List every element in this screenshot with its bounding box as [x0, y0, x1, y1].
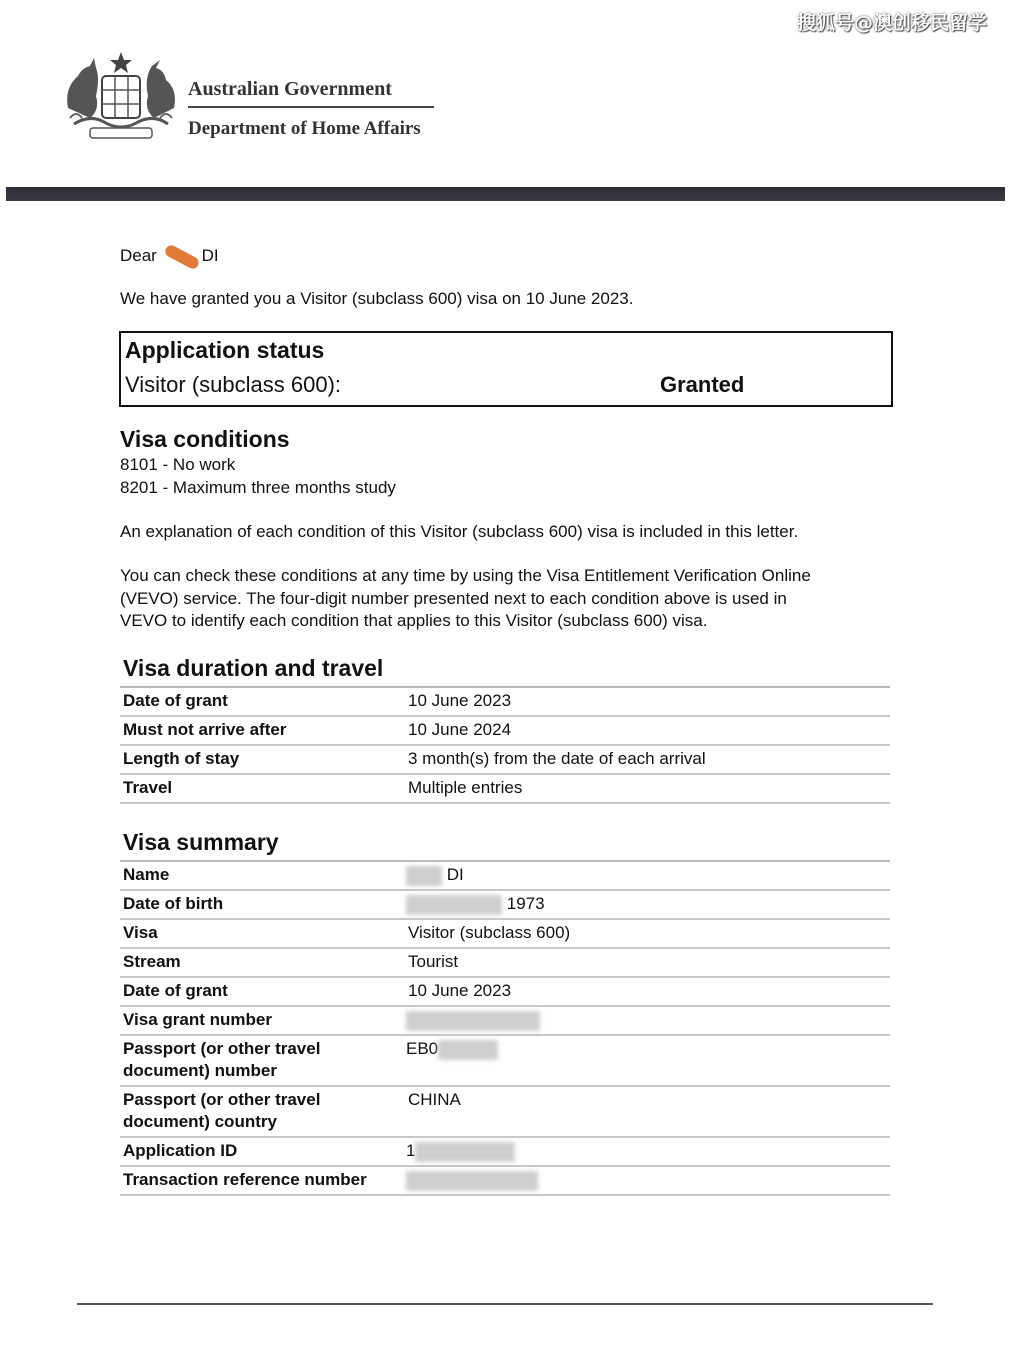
row-value: [406, 1169, 538, 1191]
table-row: [120, 920, 890, 949]
table-row: [120, 1167, 890, 1196]
salutation-name: DI: [201, 246, 219, 265]
table-row: [120, 775, 890, 804]
table-row: [120, 949, 890, 978]
duration-title: Visa duration and travel: [123, 655, 384, 681]
row-label: Transaction reference number: [123, 1170, 367, 1189]
header-band: [6, 187, 1005, 201]
table-row: [120, 1036, 890, 1087]
row-label: Must not arrive after: [123, 720, 287, 739]
row-value: Multiple entries: [408, 778, 523, 797]
table-row: [120, 717, 890, 746]
application-status-visa: Visitor (subclass 600):: [125, 372, 342, 397]
table-row: [120, 688, 890, 717]
redaction-blur: [415, 1142, 515, 1162]
row-value: 10 June 2023: [408, 691, 512, 710]
table-row: [120, 862, 890, 891]
row-label: [123, 1038, 320, 1082]
letterhead: [60, 48, 450, 148]
department-name: Department of Home Affairs: [188, 118, 421, 139]
redaction-blur: [406, 895, 502, 915]
row-value: [406, 893, 545, 915]
duration-table: [120, 686, 890, 804]
row-value: 10 June 2024: [408, 720, 512, 739]
row-label-line: Passport (or other travel: [123, 1039, 321, 1058]
application-status-title: Application status: [125, 337, 325, 363]
row-label-line: document) number: [123, 1061, 277, 1080]
row-label: Name: [123, 865, 170, 884]
row-value: [406, 1038, 498, 1060]
row-value: [406, 1140, 515, 1162]
row-label: Length of stay: [123, 749, 240, 768]
table-row: [120, 1087, 890, 1138]
row-label: [123, 1089, 320, 1133]
row-label: Date of grant: [123, 691, 228, 710]
table-row: [120, 1138, 890, 1167]
watermark: 搜狐号@澳创移民留学: [796, 12, 987, 34]
vevo-line: You can check these conditions at any time by using the Visa Entitlement Verification Online: [120, 566, 811, 585]
row-value: Visitor (subclass 600): [408, 923, 571, 942]
row-label: Date of birth: [123, 894, 224, 913]
condition-item: 8101 - No work: [120, 455, 236, 474]
redaction-blur: [438, 1040, 498, 1060]
summary-table: [120, 860, 890, 1196]
intro-text: We have granted you a Visitor (subclass 600) visa on 10 June 2023.: [120, 289, 634, 308]
vevo-line: (VEVO) service. The four-digit number presented next to each condition above is used in: [120, 588, 787, 608]
letterhead-rule: [188, 106, 434, 108]
redaction-blur: [406, 866, 442, 886]
row-value: 3 month(s) from the date of each arrival: [408, 749, 706, 768]
application-status-value: Granted: [660, 372, 745, 397]
government-name: Australian Government: [188, 78, 392, 100]
row-label-line: document) country: [123, 1112, 277, 1131]
redaction-mark: [163, 243, 200, 270]
visa-conditions-title: Visa conditions: [120, 426, 290, 452]
passport-visible: EB0: [406, 1039, 439, 1058]
vevo-paragraph: [120, 565, 895, 633]
row-label: Visa: [123, 923, 158, 942]
table-row: [120, 978, 890, 1007]
row-value: Tourist: [408, 952, 459, 971]
redaction-blur: [406, 1011, 540, 1031]
row-label-line: Passport (or other travel: [123, 1090, 321, 1109]
table-row: [120, 746, 890, 775]
dob-visible: 1973: [506, 894, 545, 913]
row-value: CHINA: [408, 1090, 461, 1109]
row-label: Date of grant: [123, 981, 228, 1000]
summary-title: Visa summary: [123, 829, 279, 855]
row-label: Travel: [123, 778, 173, 797]
redaction-blur: [406, 1171, 538, 1191]
vevo-line: VEVO to identify each condition that applies to this Visitor (subclass 600) visa.: [120, 611, 708, 630]
row-value: 10 June 2023: [408, 981, 512, 1000]
table-row: [120, 1007, 890, 1036]
row-value: [406, 1009, 540, 1031]
table-row: [120, 891, 890, 920]
salutation-prefix: Dear: [120, 246, 157, 265]
footer-rule: [77, 1303, 933, 1305]
salutation: [120, 246, 219, 266]
application-status-box: [119, 331, 893, 407]
row-label: Application ID: [123, 1141, 238, 1160]
name-visible: DI: [446, 865, 464, 884]
condition-item: 8201 - Maximum three months study: [120, 478, 396, 497]
coat-of-arms-icon: [60, 48, 182, 144]
app-id-visible: 1: [406, 1141, 416, 1160]
row-value: [406, 864, 464, 886]
row-label: Visa grant number: [123, 1010, 272, 1029]
conditions-explanation: An explanation of each condition of this Visitor (subclass 600) visa is included in this letter.: [120, 522, 799, 541]
row-label: Stream: [123, 952, 181, 971]
